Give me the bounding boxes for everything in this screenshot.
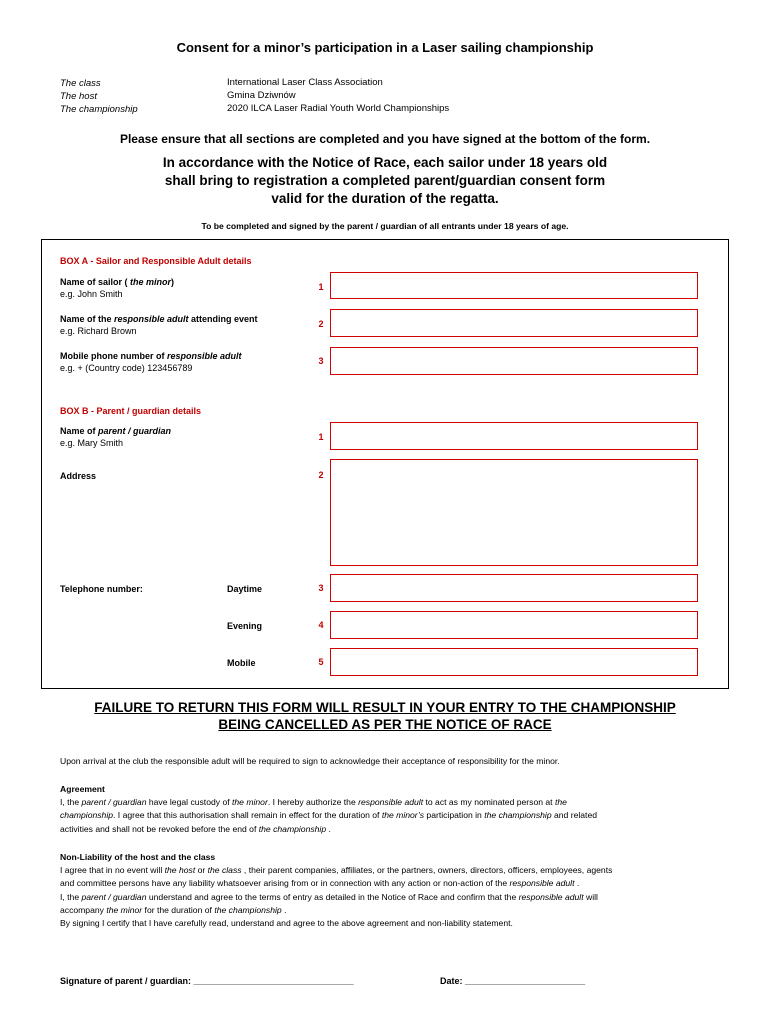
responsible-adult-name-field[interactable] <box>330 309 698 337</box>
agreement-heading: Agreement <box>60 784 105 794</box>
nonliability-section <box>60 851 720 930</box>
mobile-phone-field[interactable] <box>330 648 698 676</box>
address-field[interactable] <box>330 459 698 566</box>
notice-statement <box>0 154 770 208</box>
sailor-name-label: Name of sailor ( the minor) e.g. John Smith <box>60 277 175 299</box>
responsible-adult-phone-label: Mobile phone number of responsible adult e.g. + (Country code) 123456789 <box>60 351 242 373</box>
nonliability-line: I, the parent / guardian understand and agree to the terms of entry as detailed in the Notice of Race and confirm that the responsible adult will <box>60 891 598 902</box>
sailor-name-example: e.g. John Smith <box>60 289 123 299</box>
field-number: 2 <box>318 319 324 329</box>
meta-label-class: The class <box>60 78 101 89</box>
failure-warning <box>0 699 770 733</box>
daytime-label: Daytime <box>227 584 263 594</box>
nonliability-heading: Non-Liability of the host and the class <box>60 852 216 862</box>
box-b-title: BOX B - Parent / guardian details <box>60 406 202 416</box>
notice-line: valid for the duration of the regatta. <box>271 191 499 206</box>
notice-line: shall bring to registration a completed parent/guardian consent form <box>164 173 606 188</box>
meta-label-host: The host <box>60 91 97 102</box>
date-label: Date: <box>440 976 466 986</box>
guardian-name-example: e.g. Mary Smith <box>60 438 124 448</box>
responsible-adult-name-example: e.g. Richard Brown <box>60 326 137 336</box>
daytime-phone-field[interactable] <box>330 574 698 602</box>
date-line[interactable]: ________________________ <box>465 976 586 986</box>
field-number: 5 <box>318 657 324 667</box>
agreement-line: championship. I agree that this authorisation shall remain in effect for the duration of the minor’s participation in the championship and related <box>60 810 597 821</box>
date-row <box>440 976 585 986</box>
field-number: 1 <box>318 282 324 292</box>
agreement-section <box>60 783 720 836</box>
responsible-adult-phone-field[interactable] <box>330 347 698 375</box>
guardian-name-label: Name of parent / guardian e.g. Mary Smith <box>60 426 172 448</box>
ensure-instruction: Please ensure that all sections are completed and you have signed at the bottom of the form. <box>119 132 651 146</box>
agreement-line: activities and shall not be revoked before the end of the championship . <box>60 823 331 834</box>
responsible-adult-phone-example: e.g. + (Country code) 123456789 <box>60 363 193 373</box>
field-number: 2 <box>318 470 324 480</box>
meta-value-host: Gmina Dziwnów <box>227 90 296 101</box>
notice-line: In accordance with the Notice of Race, each sailor under 18 years old <box>162 155 608 170</box>
agreement-line: I, the parent / guardian have legal custody of the minor. I hereby authorize the responsible adult to act as my nominated person at the <box>60 797 567 808</box>
page-title: Consent for a minor’s participation in a Laser sailing championship <box>176 40 594 55</box>
nonliability-line: accompany the minor for the duration of the championship . <box>60 904 287 915</box>
evening-label: Evening <box>227 621 263 631</box>
signature-line[interactable]: ________________________________ <box>193 976 354 986</box>
evening-phone-field[interactable] <box>330 611 698 639</box>
meta-value-class: International Laser Class Association <box>227 77 383 88</box>
mobile-label: Mobile <box>227 658 256 668</box>
signature-label: Signature of parent / guardian: <box>60 976 194 986</box>
meta-value-championship: 2020 ILCA Laser Radial Youth World Championships <box>227 103 450 114</box>
guardian-name-field[interactable] <box>330 422 698 450</box>
nonliability-line: and committee persons have any liability whatsoever arising from or in connection with any action or non-action of the responsible adult . <box>60 878 580 889</box>
meta-label-championship: The championship <box>60 104 138 115</box>
nonliability-line: By signing I certify that I have carefully read, understand and agree to the above agreement and non-liability statement. <box>60 918 513 929</box>
failure-line: FAILURE TO RETURN THIS FORM WILL RESULT IN YOUR ENTRY TO THE CHAMPIONSHIP <box>94 700 676 715</box>
field-number: 3 <box>318 583 324 593</box>
completion-instruction: To be completed and signed by the parent / guardian of all entrants under 18 years of age. <box>201 221 569 231</box>
sailor-name-field[interactable] <box>330 272 698 299</box>
box-a-title: BOX A - Sailor and Responsible Adult details <box>60 256 252 266</box>
responsible-adult-name-label: Name of the responsible adult attending event e.g. Richard Brown <box>60 314 258 336</box>
telephone-label: Telephone number: <box>60 584 143 594</box>
arrival-statement: Upon arrival at the club the responsible adult will be required to sign to acknowledge their acceptance of responsibility for the minor. <box>60 756 560 766</box>
field-number: 3 <box>318 356 324 366</box>
field-number: 4 <box>318 620 324 630</box>
signature-row <box>60 976 354 986</box>
failure-line: BEING CANCELLED AS PER THE NOTICE OF RACE <box>218 717 552 732</box>
nonliability-line: I agree that in no event will the host or the class , their parent companies, affiliates, or the partners, owners, directors, officers, employees, agents <box>60 865 613 876</box>
address-label: Address <box>60 471 97 481</box>
field-number: 1 <box>318 432 324 442</box>
